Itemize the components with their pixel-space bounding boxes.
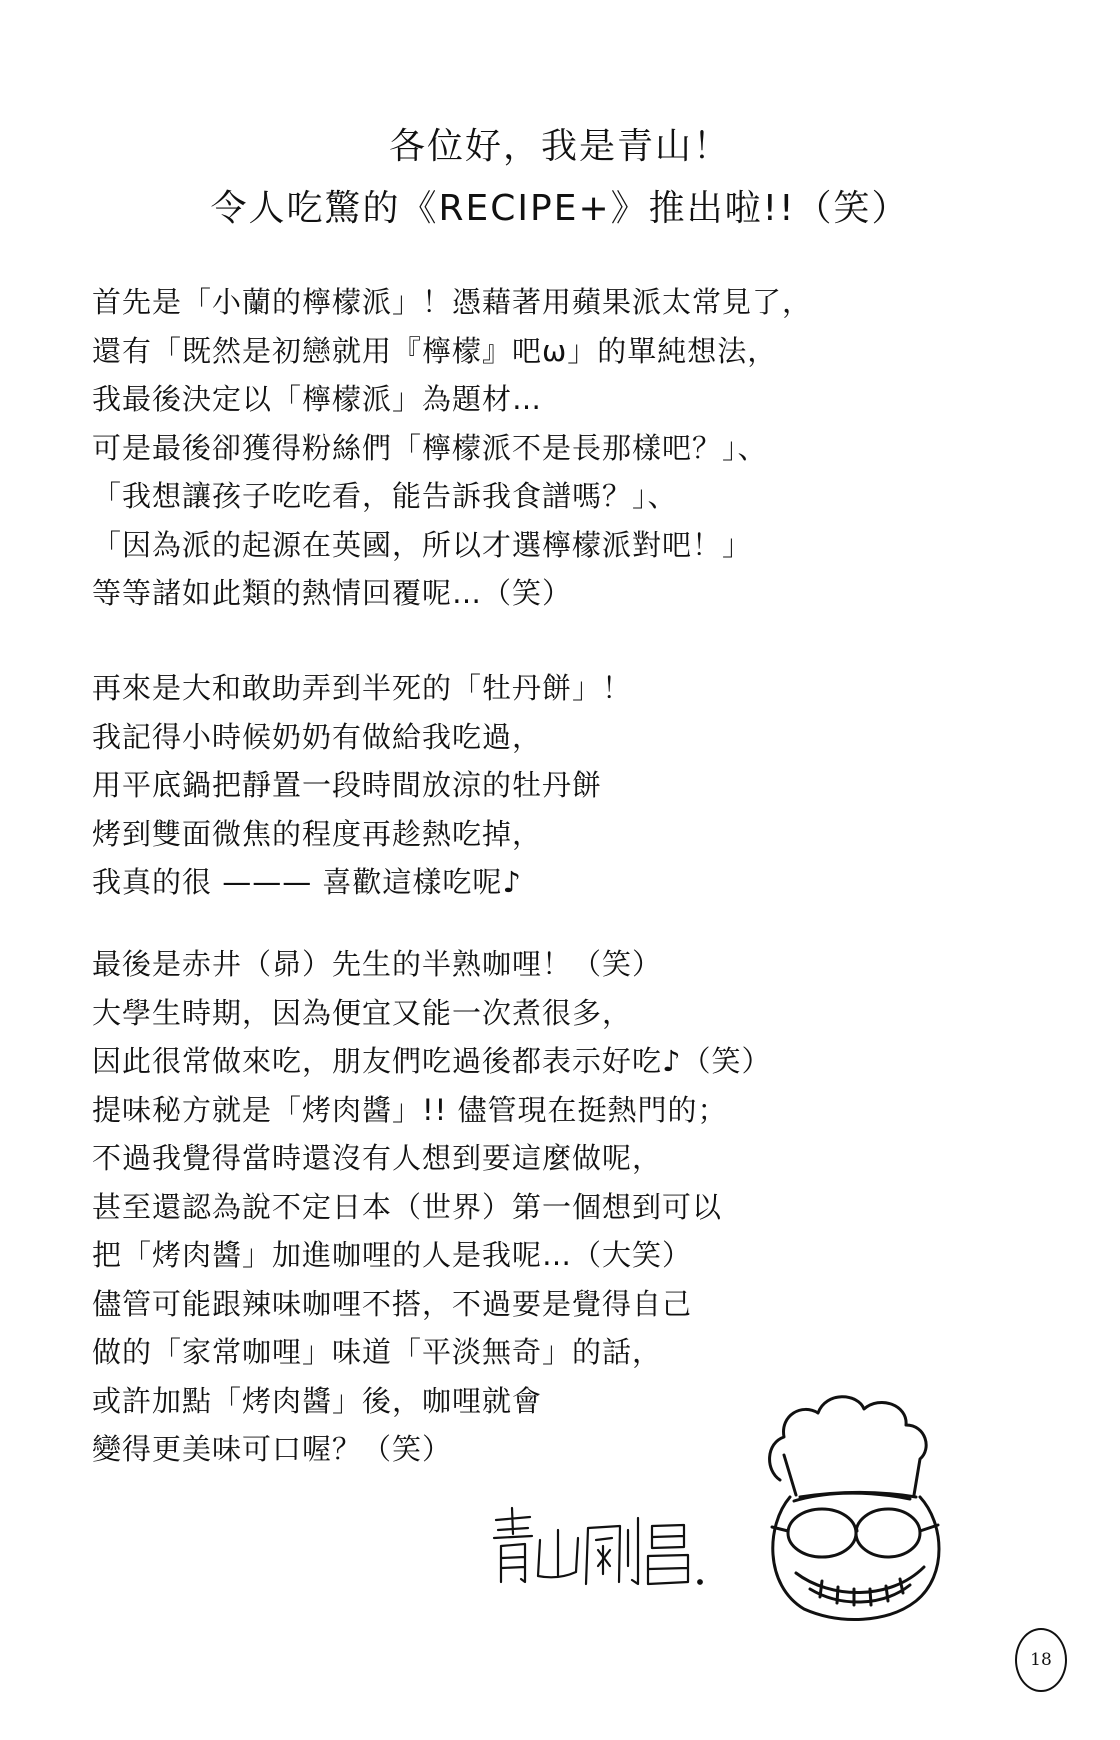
announcement-heading: 令人吃驚的《RECIPE+》推出啦!!（笑） bbox=[210, 188, 910, 229]
text-line: 或許加點「烤肉醬」後，咖哩就會 bbox=[92, 1383, 543, 1418]
text-line: 「因為派的起源在英國，所以才選檸檬派對吧！」 bbox=[92, 527, 753, 562]
text-line: 等等諸如此類的熱情回覆呢…（笑） bbox=[92, 576, 573, 610]
text-line: 甚至還認為說不定日本（世界）第一個想到可以 bbox=[92, 1189, 723, 1224]
text-line: 做的「家常咖哩」味道「平淡無奇」的話， bbox=[92, 1335, 663, 1369]
text-line: 烤到雙面微焦的程度再趁熱吃掉， bbox=[92, 816, 543, 851]
text-line: 「我想讓孩子吃吃看，能告訴我食譜嗎？」、 bbox=[92, 479, 678, 513]
text-line: 最後是赤井（昴）先生的半熟咖哩！（笑） bbox=[92, 947, 663, 981]
text-line: 我最後決定以「檸檬派」為題材… bbox=[92, 382, 543, 416]
text-line: 把「烤肉醬」加進咖哩的人是我呢…（大笑） bbox=[92, 1238, 693, 1272]
greeting-heading: 各位好，我是青山！ bbox=[388, 126, 731, 167]
text-line: 提味秘方就是「烤肉醬」!! 儘管現在挺熱門的； bbox=[92, 1092, 728, 1127]
text-line: 還有「既然是初戀就用『檸檬』吧ω」的單純想法， bbox=[92, 333, 778, 368]
text-line: 首先是「小蘭的檸檬派」！憑藉著用蘋果派太常見了， bbox=[92, 285, 813, 319]
text-line: 我真的很 ——— 喜歡這樣吃呢♪ bbox=[92, 865, 522, 899]
chef-doodle-illustration bbox=[760, 1385, 960, 1625]
text-line: 我記得小時候奶奶有做給我吃過， bbox=[92, 719, 543, 754]
paragraph-lemon-pie bbox=[92, 278, 992, 618]
text-line: 用平底鍋把靜置一段時間放涼的牡丹餅 bbox=[92, 768, 603, 802]
text-line: 儘管可能跟辣味咖哩不搭，不過要是覺得自己 bbox=[92, 1286, 693, 1321]
text-line: 再來是大和敢助弄到半死的「牡丹餅」！ bbox=[92, 671, 633, 705]
text-line: 變得更美味可口喔？（笑） bbox=[92, 1432, 453, 1466]
page-number: 18 bbox=[1015, 1628, 1067, 1692]
text-line: 因此很常做來吃，朋友們吃過後都表示好吃♪（笑） bbox=[92, 1044, 772, 1078]
text-line: 大學生時期，因為便宜又能一次煮很多， bbox=[92, 995, 633, 1030]
text-line: 不過我覺得當時還沒有人想到要這麼做呢， bbox=[92, 1141, 663, 1175]
paragraph-botamochi bbox=[92, 664, 992, 907]
author-signature bbox=[488, 1500, 708, 1590]
text-line: 可是最後卻獲得粉絲們「檸檬派不是長那樣吧？」、 bbox=[92, 430, 768, 465]
